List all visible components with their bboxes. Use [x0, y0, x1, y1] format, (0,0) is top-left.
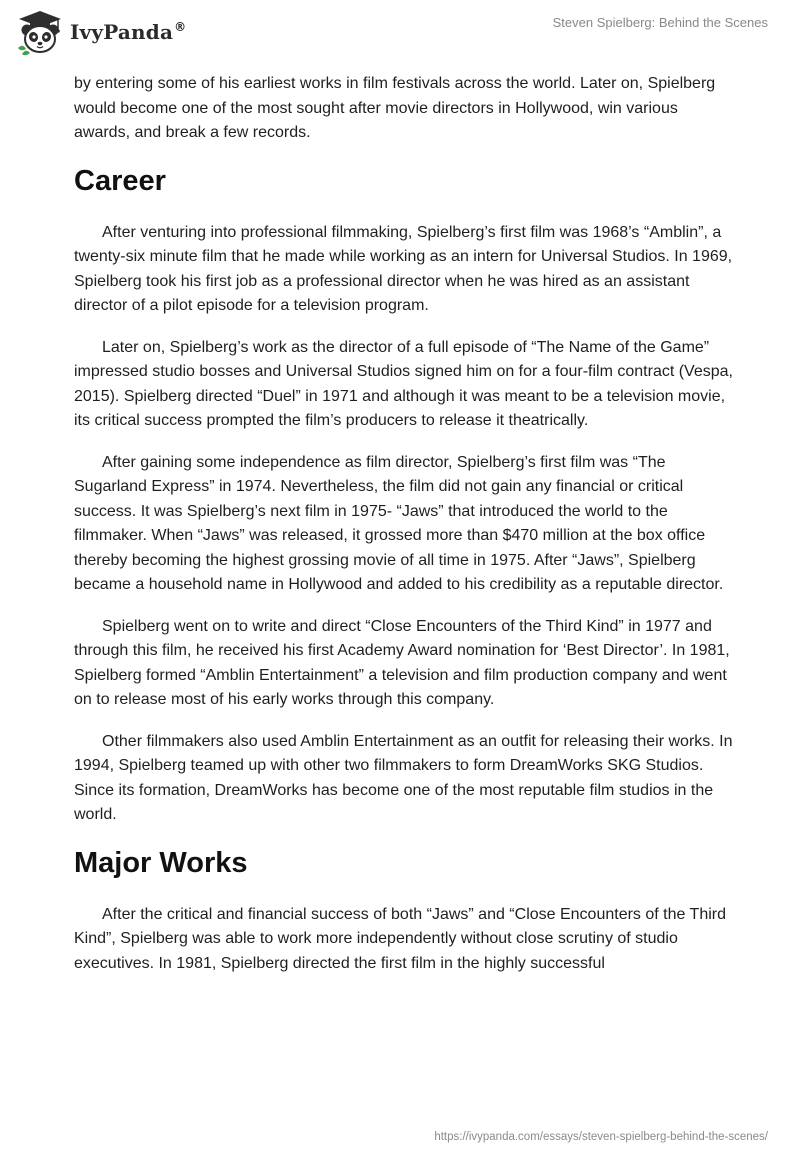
major-works-paragraph-1: After the critical and financial success of both “Jaws” and “Close Encounters of the Third Kind”, Spielberg was able to work more independently without close scrutiny of studio executives. In 1981, Spielberg directed the first film in the highly successful	[74, 905, 727, 972]
document-title: Steven Spielberg: Behind the Scenes	[552, 15, 768, 30]
section-heading-major-works: Major Works	[74, 846, 248, 879]
page-header	[0, 0, 800, 70]
career-paragraph-1: After venturing into professional filmmaking, Spielberg’s first film was 1968’s “Amblin”, a twenty-six minute film that he made while working as an intern for Universal Studios. In 1969, Spielberg took his first job as a professional director when he was hired as an assistant director of a pilot episode for a television program.	[74, 223, 733, 314]
career-paragraph-5: Other filmmakers also used Amblin Entertainment as an outfit for releasing their works. In 1994, Spielberg teamed up with other two filmmakers to form DreamWorks SKG Studios. Since its formation, DreamWorks has become one of the most reputable film studios in the world.	[74, 732, 733, 823]
brand-text: IvyPanda	[70, 20, 174, 44]
career-paragraph-3: After gaining some independence as film director, Spielberg’s first film was “The Sugarland Express” in 1974. Nevertheless, the film did not gain any financial or critical success. It was Spielberg’s next film in 1975- “Jaws” that introduced the world to the filmmaker. When “Jaws” was released, it grossed more than $470 million at the box office thereby becoming the highest grossing movie of all time in 1975. After “Jaws”, Spielberg became a household name in Hollywood and added to his credibility as a reputable director.	[74, 453, 724, 593]
brand-name	[70, 20, 186, 44]
essay-content	[74, 72, 734, 993]
career-paragraph-2: Later on, Spielberg’s work as the director of a full episode of “The Name of the Game” impressed studio bosses and Universal Studios signed him on for a four-film contract (Vespa, 2015). Spielberg directed “Duel” in 1971 and although it was meant to be a television movie, its critical success prompted the film’s producers to release it theatrically.	[74, 338, 733, 429]
section-heading-career: Career	[74, 164, 166, 197]
source-url-link[interactable]: https://ivypanda.com/essays/steven-spielberg-behind-the-scenes/	[434, 1131, 768, 1143]
registered-mark: ®	[174, 20, 187, 35]
intro-paragraph: by entering some of his earliest works in film festivals across the world. Later on, Spielberg would become one of the most sought after movie directors in Hollywood, win various awards, and break a few records.	[74, 75, 716, 141]
panda-graduate-icon	[14, 8, 66, 56]
ivypanda-logo[interactable]	[14, 8, 186, 56]
career-paragraph-4: Spielberg went on to write and direct “Close Encounters of the Third Kind” in 1977 and through this film, he received his first Academy Award nomination for ‘Best Director’. In 1981, Spielberg formed “Amblin Entertainment” a television and film production company and went on to release most of his early works through this company.	[74, 617, 730, 708]
